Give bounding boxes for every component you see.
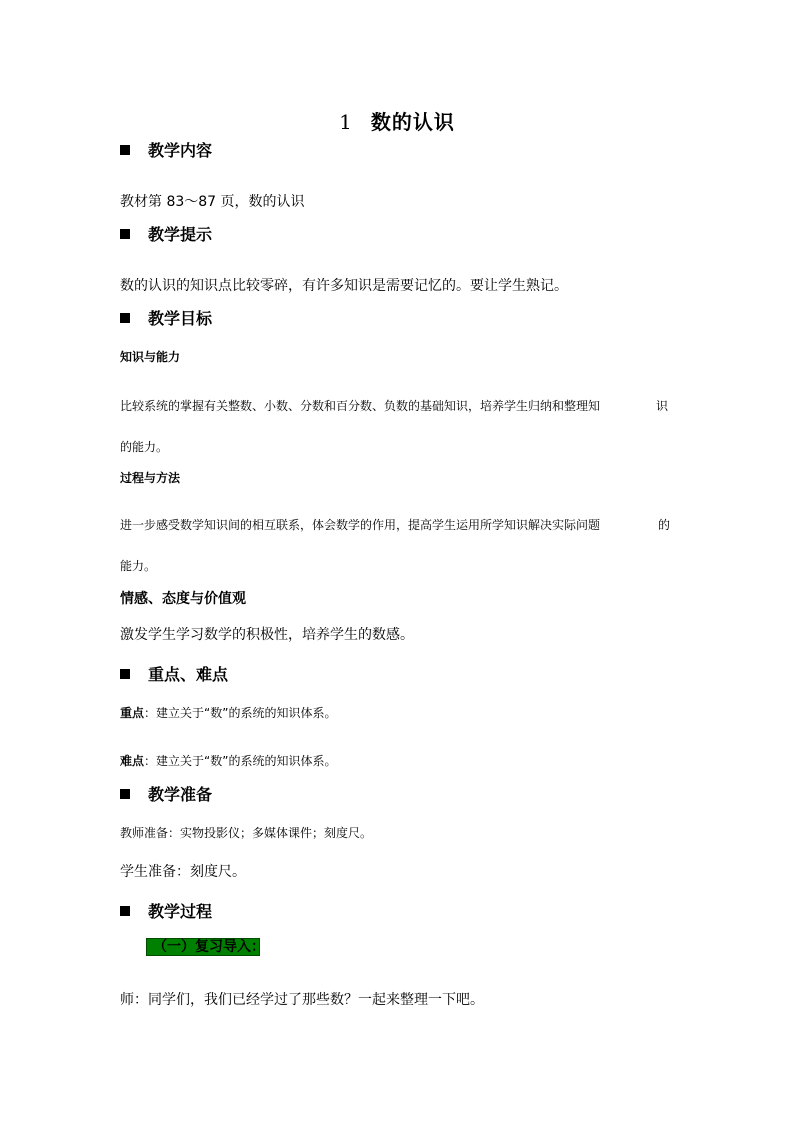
key-point-line [120,704,336,721]
section-heading-process [120,899,212,922]
emotion-text: 激发学生学习数学的积极性，培养学生的数感。 [120,627,414,643]
difficult-label: 难点 [120,754,145,768]
key-text: ：建立关于“数”的系统的知识体系。 [144,706,337,720]
emotion-label: 情感、态度与价值观 [120,591,246,607]
heading-text: 教学过程 [148,902,213,921]
student-preparation: 学生准备：刻度尺。 [120,864,246,880]
title-text: 数的认识 [370,110,455,134]
square-bullet-icon [120,669,130,679]
section-heading-goals [120,306,212,329]
knowledge-line-2: 的能力。 [120,440,169,454]
knowledge-line-1-tail: 识 [656,399,669,413]
content-text: 教材第 83～87 页，数的认识 [120,194,305,210]
square-bullet-icon [120,313,130,323]
difficult-text: ：建立关于“数”的系统的知识体系。 [144,754,337,768]
teacher-preparation: 教师准备：实物投影仪；多媒体课件；刻度尺。 [120,826,373,840]
process-line-2: 能力。 [120,559,157,573]
document-title [0,106,794,135]
key-label: 重点 [120,706,145,720]
section-heading-hints [120,222,212,245]
section-heading-preparation [120,782,212,805]
step1-label: （一）复习导入： [153,939,265,955]
square-bullet-icon [120,229,130,239]
heading-text: 重点、难点 [148,665,229,684]
step-highlight [146,938,265,956]
heading-text: 教学内容 [148,141,213,160]
difficult-point-line [120,752,336,769]
title-number: 1 [339,110,353,134]
knowledge-label: 知识与能力 [120,350,181,364]
heading-text: 教学目标 [148,309,213,328]
square-bullet-icon [120,789,130,799]
process-line-1-tail: 的 [658,518,671,532]
section-heading-key-points [120,662,228,685]
heading-text: 教学提示 [148,225,213,244]
heading-text: 教学准备 [148,785,213,804]
square-bullet-icon [120,145,130,155]
process-line-1: 进一步感受数学知识间的相互联系，体会数学的作用，提高学生运用所学知识解决实际问题 [120,518,601,532]
square-bullet-icon [120,906,130,916]
section-heading-content [120,138,212,161]
hints-text: 数的认识的知识点比较零碎，有许多知识是需要记忆的。要让学生熟记。 [120,278,568,294]
step1-text: 师：同学们，我们已经学过了那些数？一起来整理一下吧。 [120,992,484,1008]
knowledge-line-1: 比较系统的掌握有关整数、小数、分数和百分数、负数的基础知识，培养学生归纳和整理知 [120,399,601,413]
process-label: 过程与方法 [120,471,181,485]
